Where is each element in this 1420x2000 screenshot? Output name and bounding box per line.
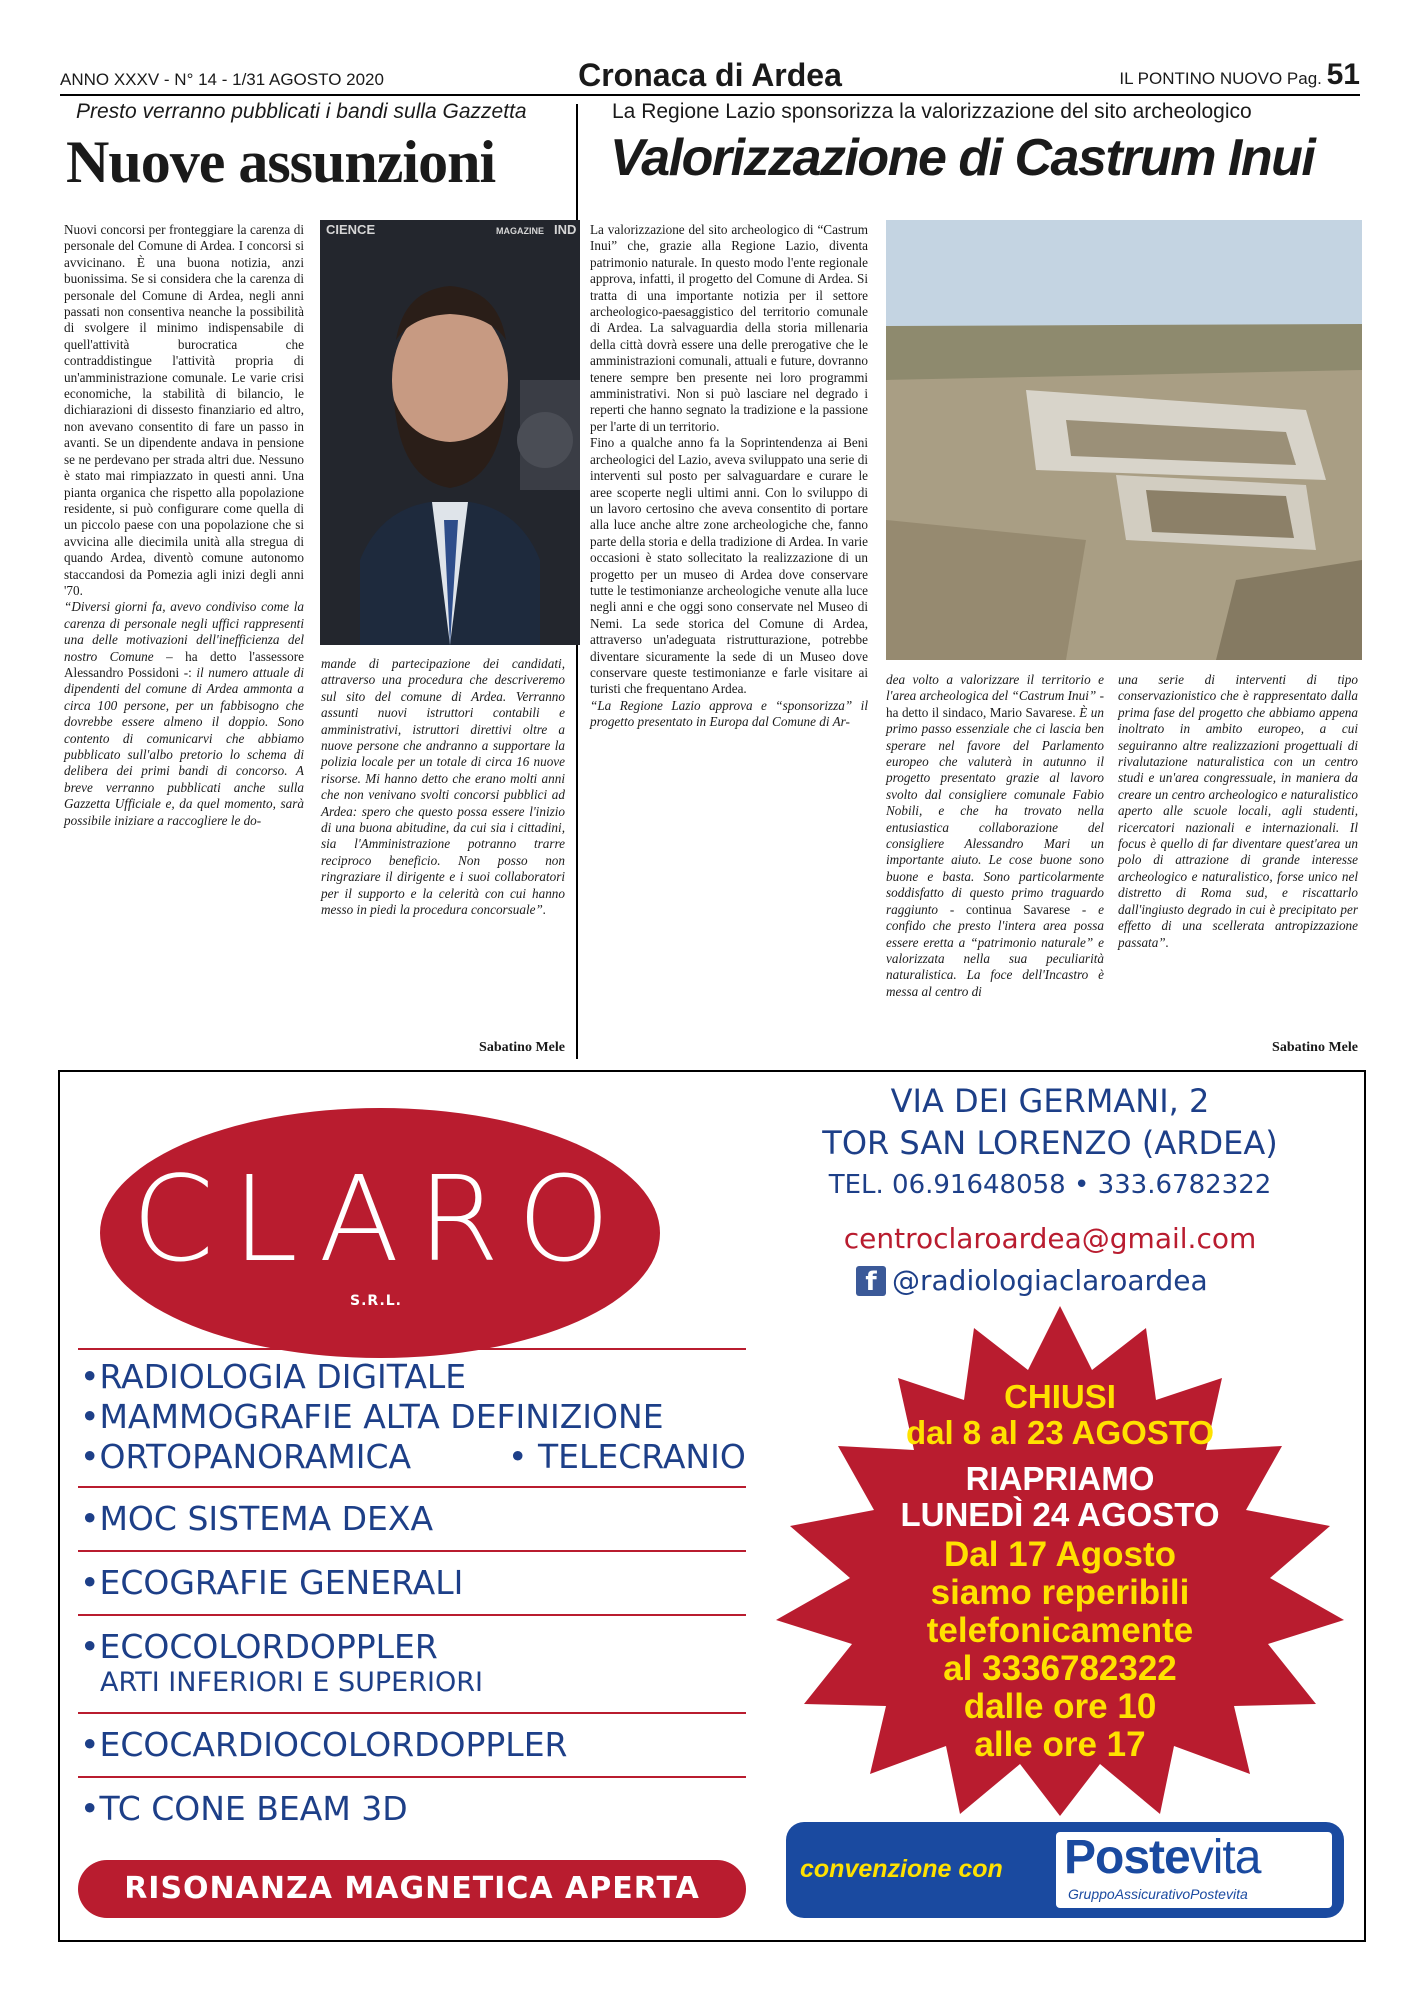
svg-text:IND: IND xyxy=(554,222,577,237)
burst-line6: siamo reperibili xyxy=(930,1573,1190,1612)
article2-col2-d: - continua Savarese - xyxy=(938,901,1099,917)
burst-chiusi: CHIUSI xyxy=(1004,1378,1116,1415)
burst-line5: Dal 17 Agosto xyxy=(943,1535,1177,1574)
article1-column1 xyxy=(64,222,304,829)
svg-text:CIENCE: CIENCE xyxy=(326,222,376,237)
article1-col2-text: mande di partecipazione dei candidati, attraverso una procedura che descriveremo sul sito del comune di Ardea. Verranno assunti nuovi istruttori contabili e amministrativi, istruttori direttivi oltre a nuove persone che andranno a supportare la polizia locale per un totale di circa 16 nuove risorse. Mi hanno detto che erano molti anni che non venivano svolti concorsi pubblici ad Ardea: spero che questo possa essere l'inizio di una buona abitudine, da cui sia i cittadini, sia l'Amministrazione potranno trarre reciproco beneficio. Non posso non ringraziare il dirigente e i suoi collaboratori per il supporto e la celerità con cui hanno messo in piedi la procedura concorsuale”. xyxy=(321,656,565,918)
service-radiologia: •RADIOLOGIA DIGITALE xyxy=(80,1357,467,1396)
ad-phone: TEL. 06.91648058 • 333.6782322 xyxy=(828,1170,1272,1200)
article2-col2-c: È un primo passo essenziale che ci lascia ben sperare nel favore del Parlamento europeo che valuterà in autunno il progetto presentato grazie al lavoro svolto dal consigliere comunale Fabio Nobili, e che ha trovato nella entusiastica collaborazione del consigliere Alessandro Mari un importante aiuto. Le cose buone sono buone e basta. Sono particolarmente soddisfatto di questo primo traguardo raggiunto xyxy=(886,704,1104,917)
burst-closed-dates: dal 8 al 23 AGOSTO xyxy=(905,1414,1215,1451)
excavation-illustration xyxy=(886,220,1362,660)
article2-kicker: La Regione Lazio sponsorizza la valorizzazione del sito archeologico xyxy=(612,100,1252,123)
issue-line: ANNO XXXV - N° 14 - 1/31 AGOSTO 2020 xyxy=(60,70,384,89)
archaeology-photo xyxy=(886,220,1362,660)
burst-line7: telefonicamente xyxy=(926,1611,1194,1650)
service-tc-cone: •TC CONE BEAM 3D xyxy=(80,1789,408,1828)
service-ecografie: •ECOGRAFIE GENERALI xyxy=(80,1563,464,1602)
article1-signature: Sabatino Mele xyxy=(479,1040,565,1055)
ad-address-line1: VIA DEI GERMANI, 2 xyxy=(890,1082,1210,1120)
service-divider xyxy=(78,1486,746,1488)
burst-line9: dalle ore 10 xyxy=(963,1687,1157,1726)
service-ecocolordoppler-sub: ARTI INFERIORI E SUPERIORI xyxy=(100,1667,483,1698)
section-title: Cronaca di Ardea xyxy=(578,57,842,93)
article2-col1-text-c: “La Regione Lazio approva e “sponsorizza” il progetto presentato in Europa dal Comune di Ar- xyxy=(590,697,868,730)
postevita-subtitle: GruppoAssicurativoPostevita xyxy=(1068,1886,1248,1902)
service-moc: •MOC SISTEMA DEXA xyxy=(80,1499,434,1538)
article2-column2 xyxy=(886,672,1104,1000)
masthead xyxy=(60,57,1360,96)
page-number: 51 xyxy=(1326,58,1360,91)
page-info xyxy=(1119,58,1360,92)
article2-column1 xyxy=(590,222,868,731)
portrait-photo xyxy=(320,220,580,645)
article2-column3 xyxy=(1118,672,1358,951)
service-telecranio: • TELECRANIO xyxy=(508,1437,746,1476)
article2-col2-b: - ha detto il sindaco, Mario Savarese. xyxy=(886,688,1104,720)
article1-kicker: Presto verranno pubblicati i bandi sulla Gazzetta xyxy=(76,100,527,123)
article1-quote-a: “Diversi giorni fa, avevo condiviso come la carenza di personale negli uffici rappresenti una delle motivazioni dell'inefficienza del nostro Comune xyxy=(64,599,304,664)
claro-logo-text: CLARO xyxy=(131,1150,629,1288)
postevita-name xyxy=(1064,1830,1260,1885)
postevita-name-poste: Poste xyxy=(1064,1831,1190,1884)
svg-text:MAGAZINE: MAGAZINE xyxy=(496,226,544,236)
article2-col3-text: una serie di interventi di tipo conservazionistico che è rappresentato dalla prima fase del progetto che abbiamo appena inoltrato in ambito europeo, a cui seguiranno altre realizzazioni progettuali di rivalutazione naturalistica con un centro studi e un'area congressuale, in maniera da creare un centro archeologico e naturalistico aperto alle scuole locali, agli studenti, ricercatori nazionali e internazionali. Il focus è quello di far diventare quest'area un polo di attrazione di grande interesse archeologico e naturalistico, forse unico nel distretto di Roma sud, e riscattarlo dall'ingiusto degrado in cui è precipitato per effetto di una scellerata antropizzazione passata”. xyxy=(1118,672,1358,950)
convenzione-label: convenzione con xyxy=(800,1855,1003,1883)
claro-logo-srl: S.R.L. xyxy=(350,1293,402,1309)
burst-reopen-date: LUNEDÌ 24 AGOSTO xyxy=(900,1496,1220,1533)
ad-email[interactable]: centroclaroardea@gmail.com xyxy=(843,1222,1257,1255)
mri-banner: RISONANZA MAGNETICA APERTA xyxy=(78,1860,746,1918)
service-ecocardio: •ECOCARDIOCOLORDOPPLER xyxy=(80,1725,568,1764)
article1-col1-text: Nuovi concorsi per fronteggiare la carenza di personale del Comune di Ardea. I concorsi si avvicinano. È una buona notizia, anzi buonissima. Se si considera che la carenza di personale del Comune di Ardea, negli anni passati non consentiva neanche la possibilità di svolgere il minimo indispensabile di quell'attività burocratica che contraddistingue l'attività propria di un'amministrazione comunale. Le varie crisi economiche, la stabilità di bilancio, le dichiarazioni di dissesto finanziario ed altro, non avevano consentito di fare un passo in avanti. Se un dipendente andava in pensione se ne perdevano per strada altri due. Nessuno è stato mai rimpiazzato in questi anni. Una pianta organica che rispetto alla popolazione residente, si può configurare come quella di un piccolo paese con una popolazione che si avvicina alle diecimila unità alla stregua di quando Ardea, diventò comune autonomo staccandosi da Pomezia agli inizi degli anni '70. xyxy=(64,222,304,598)
article1-headline: Nuove assunzioni xyxy=(66,129,496,195)
article2-col1-text-a: La valorizzazione del sito archeologico di “Castrum Inui” che, grazie alla Regione Lazio, diventa patrimonio naturale. In questo modo l'ente regionale approva, infatti, il progetto del Comune di Ardea. Si tratta di una importante notizia per il settore archeologico-paesaggistico del territorio comunale di Ardea. La salvaguardia della storia millenaria della città dovrà essere una delle prerogative che le amministrazioni comunali, attuali e future, dovranno tenere sempre ben presente nei loro programmi amministrativi. Non si può lasciare nel degrado i reperti che hanno segnato la tradizione e la passione per l'arte di un territorio. xyxy=(590,222,868,434)
burst-phone: al 3336782322 xyxy=(943,1649,1177,1688)
service-divider xyxy=(78,1348,746,1350)
facebook-icon: f xyxy=(856,1266,886,1296)
article2-col2-a: dea volto a valorizzare il territorio e l'area archeologica del “Castrum Inui” xyxy=(886,672,1104,704)
paper-name: IL PONTINO NUOVO Pag. xyxy=(1119,69,1322,88)
burst-line10: alle ore 17 xyxy=(974,1725,1146,1764)
article2-signature: Sabatino Mele xyxy=(1272,1040,1358,1055)
ad-address-line2: TOR SAN LORENZO (ARDEA) xyxy=(822,1124,1278,1162)
article2-col2-e: e confido che presto l'intera area possa essere eretta a “patrimonio naturale” e valorizzata nella sua peculiarità naturalistica. La foce dell'Incastro è messa al centro di xyxy=(886,901,1104,999)
article1-quote-c: il numero attuale di dipendenti del comune di Ardea ammonta a circa 100 persone, per un fabbisogno che dovrebbe essere almeno il doppio. Sono contento di comunicarvi che abbiamo pubblicato sull'albo pretorio lo schema di delibera dei primi bandi di concorso. A breve verranno pubblicati anche sulla Gazzetta Ufficiale e, da quel momento, sarà possibile iniziare a raccogliere le do- xyxy=(64,664,305,828)
article1-column2 xyxy=(321,656,565,919)
service-ecocolordoppler: •ECOCOLORDOPPLER xyxy=(80,1627,438,1666)
service-divider xyxy=(78,1614,746,1616)
service-mammografie: •MAMMOGRAFIE ALTA DEFINIZIONE xyxy=(80,1397,664,1436)
burst-riapriamo: RIAPRIAMO xyxy=(965,1460,1155,1497)
service-ortopanoramica: •ORTOPANORAMICA xyxy=(80,1437,412,1476)
article2-col1-text-b: Fino a qualche anno fa la Soprintendenza ai Beni archeologici del Lazio, aveva sviluppato una serie di interventi sul posto per salvaguardare e curare le aree scoperte negli ultimi anni. Con lo sviluppo di un lavoro certosino che aveva consentito di portare alla luce anche altre zone archeologiche che, fanno parte della storia e della tradizione di Ardea. In varie occasioni è stato sollecitato la realizzazione di un progetto per un museo di Ardea dove conservare tutte le testimonianze archeologiche venute alla luce negli anni e che oggi sono conservate nel Museo di Nemi. La sede storica del Comune di Ardea, attraverso un'adeguata ristrutturazione, potrebbe diventare sicuramente la sede di un Museo dove conservare queste testimonianze e farle visitare ai turisti che frequentano Ardea. xyxy=(590,435,868,697)
article1-quote-b: – ha detto l'assessore Alessandro Possidoni -: xyxy=(64,648,304,680)
service-divider xyxy=(78,1550,746,1552)
service-divider xyxy=(78,1776,746,1778)
service-divider xyxy=(78,1712,746,1714)
article2-headline: Valorizzazione di Castrum Inui xyxy=(610,129,1315,187)
ad-facebook[interactable] xyxy=(856,1264,1208,1297)
portrait-illustration xyxy=(320,220,580,645)
ad-facebook-handle: @radiologiaclaroardea xyxy=(892,1264,1208,1297)
postevita-name-vita: vita xyxy=(1189,1831,1261,1884)
